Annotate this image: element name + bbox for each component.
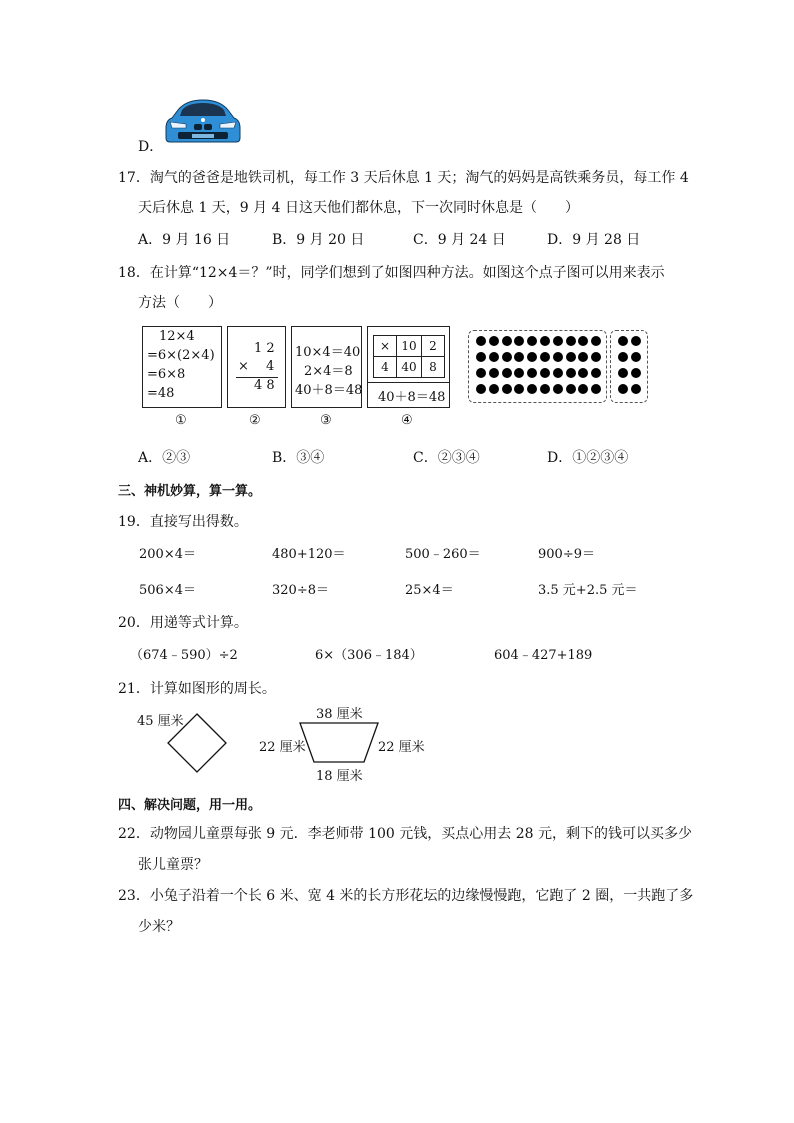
dot [591, 336, 601, 346]
dot [566, 336, 576, 346]
dot [578, 336, 588, 346]
dot [591, 384, 601, 394]
dot [618, 336, 628, 346]
q21-title: 21．计算如图形的周长。 [118, 681, 276, 697]
q18-option-b[interactable]: B．③④ [272, 450, 325, 466]
grid-cell: 8 [422, 357, 445, 378]
method-4-sum: 40＋8＝48 [378, 390, 446, 405]
method-label-4: ④ [401, 413, 413, 428]
q19-item: 25×4＝ [405, 583, 454, 598]
q20-item: （674﹣590）÷2 [130, 648, 238, 663]
dot [476, 336, 486, 346]
q19-item: 3.5 元+2.5 元＝ [538, 583, 638, 598]
trapezoid-left-label: 22 厘米 [259, 740, 306, 755]
dot [618, 352, 628, 362]
dot [578, 352, 588, 362]
dot [566, 368, 576, 378]
grid-cell: 2 [422, 336, 445, 357]
option-d-label: D． [138, 139, 164, 155]
method-3-line: 40＋8＝48 [295, 383, 363, 398]
trapezoid-shape [298, 722, 380, 764]
q17-line2: 天后休息 1 天，9 月 4 日这天他们都休息，下一次同时休息是（ ） [138, 200, 579, 216]
grid-cell: 4 [374, 357, 397, 378]
dot [514, 352, 524, 362]
method-1-line: =48 [147, 386, 175, 401]
q19-item: 200×4＝ [139, 547, 196, 562]
dot [618, 384, 628, 394]
method-1-line: =6×(2×4) [147, 348, 215, 363]
square-side-label: 45 厘米 [137, 714, 184, 729]
dot [502, 352, 512, 362]
dot [514, 336, 524, 346]
trapezoid-top-label: 38 厘米 [316, 707, 363, 722]
dot [566, 384, 576, 394]
dot [618, 368, 628, 378]
dot [476, 384, 486, 394]
method-2-mid: 4 [266, 359, 275, 374]
q17-option-c[interactable]: C．9 月 24 日 [413, 232, 506, 248]
dot [553, 336, 563, 346]
method-3-line: 2×4＝8 [304, 364, 353, 379]
dot [502, 336, 512, 346]
q19-item: 900÷9＝ [538, 547, 595, 562]
method-2-op: × [238, 359, 249, 374]
method-2-top: 1 2 [254, 341, 275, 356]
q19-title: 19．直接写出得数。 [118, 514, 248, 530]
dot [489, 352, 499, 362]
dot [553, 352, 563, 362]
car-icon [164, 98, 242, 146]
q20-item: 604﹣427+189 [494, 648, 593, 663]
method-2-box [227, 326, 286, 408]
dot [631, 352, 641, 362]
method-1-line: =6×8 [147, 367, 186, 382]
method-1-box [142, 326, 222, 408]
section-3-title: 三、神机妙算，算一算。 [118, 484, 262, 499]
dot [502, 368, 512, 378]
q18-line2: 方法（ ） [138, 295, 222, 311]
dot [540, 352, 550, 362]
dot [514, 384, 524, 394]
q19-item: 320÷8＝ [272, 583, 329, 598]
dot [514, 368, 524, 378]
dot-group-large [468, 330, 607, 403]
q19-item: 506×4＝ [139, 583, 196, 598]
dot [489, 336, 499, 346]
q18-option-a[interactable]: A．②③ [138, 450, 191, 466]
q20-item: 6×（306﹣184） [315, 648, 423, 663]
method-4-rule [368, 382, 449, 383]
dot [476, 368, 486, 378]
dot [553, 368, 563, 378]
grid-cell: × [374, 336, 397, 357]
dot [527, 336, 537, 346]
dot [476, 352, 486, 362]
trapezoid-bottom-label: 18 厘米 [316, 769, 363, 784]
q18-option-d[interactable]: D．①②③④ [547, 450, 629, 466]
q18-option-c[interactable]: C．②③④ [413, 450, 480, 466]
grid-cell: 10 [397, 336, 422, 357]
q19-item: 480+120＝ [272, 547, 346, 562]
dot [502, 384, 512, 394]
dot [566, 352, 576, 362]
q23-line2: 少米？ [138, 919, 180, 935]
dot [553, 384, 563, 394]
q23-line1: 23．小兔子沿着一个长 6 米、宽 4 米的长方形花坛的边缘慢慢跑，它跑了 2 圈，一共跑了多 [118, 888, 694, 904]
q22-line2: 张儿童票？ [138, 857, 208, 873]
q19-item: 500﹣260＝ [405, 547, 481, 562]
method-label-2: ② [249, 413, 261, 428]
dot [631, 368, 641, 378]
dot [489, 384, 499, 394]
dot-group-small [610, 330, 648, 403]
dot [631, 336, 641, 346]
method-3-box [291, 326, 362, 408]
method-1-line: 12×4 [159, 329, 195, 344]
q17-option-d[interactable]: D．9 月 28 日 [547, 232, 641, 248]
dot [631, 384, 641, 394]
section-4-title: 四、解决问题，用一用。 [118, 798, 262, 813]
q22-line1: 22．动物园儿童票每张 9 元．李老师带 100 元钱，买点心用去 28 元，剩下的钱可以买多少 [118, 826, 692, 842]
dot [578, 384, 588, 394]
dot [578, 368, 588, 378]
method-4-grid [373, 335, 445, 378]
method-2-result: 4 8 [254, 378, 275, 393]
q17-line1: 17．淘气的爸爸是地铁司机，每工作 3 天后休息 1 天；淘气的妈妈是高铁乘务员，每工作 4 [118, 170, 689, 186]
dot [540, 384, 550, 394]
dot [540, 336, 550, 346]
q17-option-b[interactable]: B．9 月 20 日 [272, 232, 365, 248]
grid-cell: 40 [397, 357, 422, 378]
q17-option-a[interactable]: A．9 月 16 日 [138, 232, 231, 248]
q20-title: 20．用递等式计算。 [118, 615, 248, 631]
dot [527, 352, 537, 362]
method-label-1: ① [175, 413, 187, 428]
dot [489, 368, 499, 378]
dot [527, 384, 537, 394]
q18-line1: 18．在计算“12×4＝？”时，同学们想到了如图四种方法。如图这个点子图可以用来表示 [118, 265, 665, 281]
method-3-line: 10×4＝40 [295, 345, 361, 360]
trapezoid-right-label: 22 厘米 [378, 740, 425, 755]
dot [591, 352, 601, 362]
square-shape [166, 712, 228, 774]
dot [540, 368, 550, 378]
dot [591, 368, 601, 378]
dot [527, 368, 537, 378]
method-4-box [367, 326, 450, 408]
method-label-3: ③ [320, 413, 332, 428]
